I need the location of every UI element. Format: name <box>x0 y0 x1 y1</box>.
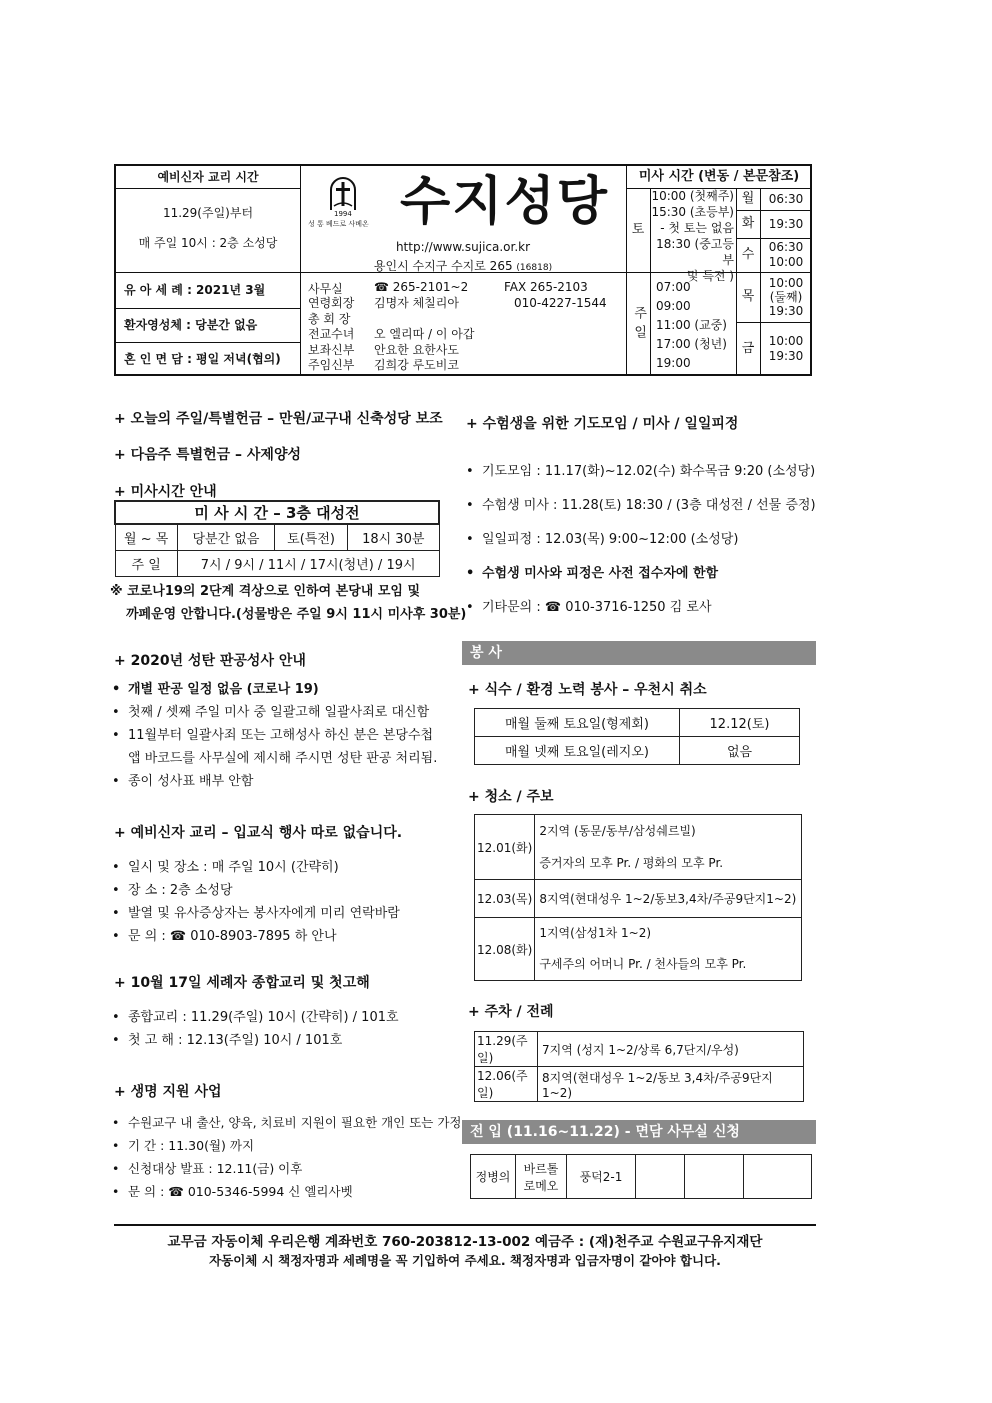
tue-times: 19:30 <box>768 216 804 231</box>
parking-title: + 주차 / 전례 <box>468 1004 554 1020</box>
life-support-list: • 수원교구 내 출산, 양육, 치료비 지원이 필요한 개인 또는 가정 • 기 간 : 11.30(월) 까지 • 신청대상 발표 : 12.11(금) 이후 • 문 의 : ☎ 010-5346-5994 신 엘리사벳 <box>112 1115 462 1199</box>
staff-names: 김명자 체칠리아 오 엘리따 / 이 아갑 안요한 요한사도 김희강 루도비코 <box>374 296 475 372</box>
mass-row-saturday-value: 18시 30분 <box>347 524 439 550</box>
catechism-time-title: 예비신자 교리 시간 <box>157 169 259 184</box>
fax-number: FAX 265-2103 <box>504 280 588 294</box>
life-support-title: + 생명 지원 사업 <box>114 1084 222 1100</box>
service-bar: 봉 사 <box>462 641 816 665</box>
thu-times: 10:00 (둘째) 19:30 <box>768 276 804 318</box>
footer-account: 교무금 자동이체 우리은행 계좌번호 760-203812-13-002 예금주 : (재)천주교 수원교구유지재단 <box>167 1234 763 1250</box>
offering-next: + 다음주 특별헌금 – 사제양성 <box>114 447 301 463</box>
covid-note-1: ※ 코로나19의 2단계 격상으로 인하여 본당내 모임 및 <box>110 584 421 599</box>
christmas-title: + 2020년 성탄 판공성사 안내 <box>114 653 306 669</box>
address: 용인시 수지구 수지로 265 (16818) <box>373 259 553 273</box>
catechism-section-title: + 예비신자 교리 – 입교식 행사 따로 없습니다. <box>114 825 403 841</box>
cleaning-table: 12.01(화) 2지역 (동문/동부/삼성쉐르빌) 증거자의 모후 Pr. / 평화의 모후 Pr. 12.03(목) 8지역(현대성우 1~2/동보3,4차/주공9단지1~2) 12.08(화) 1지역(삼성1차 1~2) 구세주의 어머니 Pr. / 천사들의 모후 Pr. <box>474 814 802 981</box>
mass-time-title: 미사 시간 (변동 / 본문참조) <box>638 168 800 184</box>
mass-row-weekday-value: 당분간 없음 <box>177 524 274 550</box>
weekday-fri: 금 <box>741 340 755 356</box>
infant-baptism: 유 아 세 례 : 2021년 3월 <box>124 283 266 297</box>
exam-list: • 기도모임 : 11.17(화)~12.02(수) 화수목금 9:20 (소성당) • 수험생 미사 : 11.28(토) 18:30 / (3층 대성전 / 선물 증정) • 일일피정 : 12.03(목) 9:00~12:00 (소성당) • 수험생 미사와 피정은 사전 접수자에 한함 • 기타문의 : ☎ 010-3716-1250 김 로사 <box>466 464 816 615</box>
mass-row-saturday: 토(특전) <box>275 524 348 550</box>
saturday-label: 토 <box>631 221 645 237</box>
church-logo-icon <box>328 176 358 212</box>
sick-communion: 환자영성체 : 당분간 없음 <box>124 318 258 332</box>
catechism-schedule: 매 주일 10시 : 2층 소성당 <box>138 235 278 250</box>
footer-instruction: 자동이체 시 책정자명과 세례명을 꼭 기입하여 주세요. 책정자명과 입금자명이 같아야 합니다. <box>209 1253 721 1268</box>
mass-time-table <box>114 500 440 577</box>
marriage-interview: 혼 인 면 담 : 평일 저녁(협의) <box>124 352 281 366</box>
sunday-label: 주일 <box>631 305 647 344</box>
sunday-times: 07:00 09:00 11:00 (교중) 17:00 (청년) 19:00 <box>656 280 727 370</box>
office-phone: ☎ 265-2101~2 <box>374 280 469 294</box>
catechism-list: • 일시 및 장소 : 매 주일 10시 (간략히) • 장 소 : 2층 소성당 • 발열 및 유사증상자는 봉사자에게 미리 연락바람 • 문 의 : ☎ 010-8903-7895 하 안나 <box>112 860 400 944</box>
mass-row-sunday: 주 일 <box>115 550 177 576</box>
weekday-wed: 수 <box>741 246 755 262</box>
logo-year: 1994 <box>334 210 352 218</box>
christmas-list: • 개별 판공 일정 없음 (코로나 19) • 첫째 / 셋째 주일 미사 중 일괄고해 일괄사죄로 대신함 • 11월부터 일괄사죄 또는 고해성사 하신 분은 본당수첩 앱 바코드를 사무실에 제시해 주시면 성탄 판공 처리됨. • 종이 성사표 배부 안함 <box>112 682 438 789</box>
mon-times: 06:30 <box>768 191 804 206</box>
fri-times: 10:00 19:30 <box>768 334 804 363</box>
exam-title: + 수험생을 위한 기도모임 / 미사 / 일일피정 <box>466 416 739 432</box>
staff-roles: 연령회장 총 회 장 전교수녀 보좌신부 주임신부 <box>308 296 355 372</box>
meal-service-table: 매월 둘째 토요일(형제회) 12.12(토) 매월 넷째 토요일(레지오) 없음 <box>474 708 800 765</box>
cleaning-title: + 청소 / 주보 <box>468 789 554 805</box>
parking-table: 11.29(주일) 7지역 (성지 1~2/상록 6,7단지/우성) 12.06(주일) 8지역(현대성우 1~2/동보 3,4차/주공9단지 1~2) <box>474 1031 804 1102</box>
saturday-times: 10:00 (첫째주) 15:30 (초등부) - 첫 토는 없음 18:30 (중고등부 및 특전 ) <box>651 189 734 283</box>
website-link[interactable]: http://www.sujica.or.kr <box>395 240 531 254</box>
mass-table-title: 미 사 시 간 – 3층 대성전 <box>115 501 439 524</box>
funeral-chair-phone: 010-4227-1544 <box>514 296 607 310</box>
meal-service-title: + 식수 / 환경 노력 봉사 – 우천시 취소 <box>468 682 707 698</box>
wed-times: 06:30 10:00 <box>768 240 804 269</box>
office-label: 사무실 <box>308 282 343 296</box>
covid-note-2: 까페운영 안합니다.(성물방은 주일 9시 11시 미사후 30분) <box>126 607 467 622</box>
weekday-mon: 월 <box>741 190 755 206</box>
baptized-title: + 10월 17일 세례자 종합교리 및 첫고해 <box>114 975 370 991</box>
catechism-start: 11.29(주일)부터 <box>162 205 254 220</box>
baptized-list: • 종합교리 : 11.29(주일) 10시 (간략히) / 101호 • 첫 고 해 : 12.13(주일) 10시 / 101호 <box>112 1010 399 1048</box>
weekday-tue: 화 <box>741 215 755 231</box>
logo-motto: 성 통 베드로 사베온 <box>308 220 369 228</box>
transfer-table: 정병의 바르톨로메오 풍덕2-1 <box>470 1154 812 1199</box>
mass-notice-title: + 미사시간 안내 <box>114 484 217 500</box>
offering-today: + 오늘의 주일/특별헌금 – 만원/교구내 신축성당 보조 <box>114 411 443 427</box>
bulletin-header <box>114 164 812 376</box>
mass-row-weekday: 월 ~ 목 <box>115 524 177 550</box>
mass-row-sunday-value: 7시 / 9시 / 11시 / 17시(청년) / 19시 <box>177 550 439 576</box>
footer-divider <box>114 1224 816 1226</box>
transfer-bar: 전 입 (11.16~11.22) - 면담 사무실 신청 <box>462 1120 816 1144</box>
weekday-thu: 목 <box>741 288 755 304</box>
church-name: 수지성당 <box>400 172 609 232</box>
